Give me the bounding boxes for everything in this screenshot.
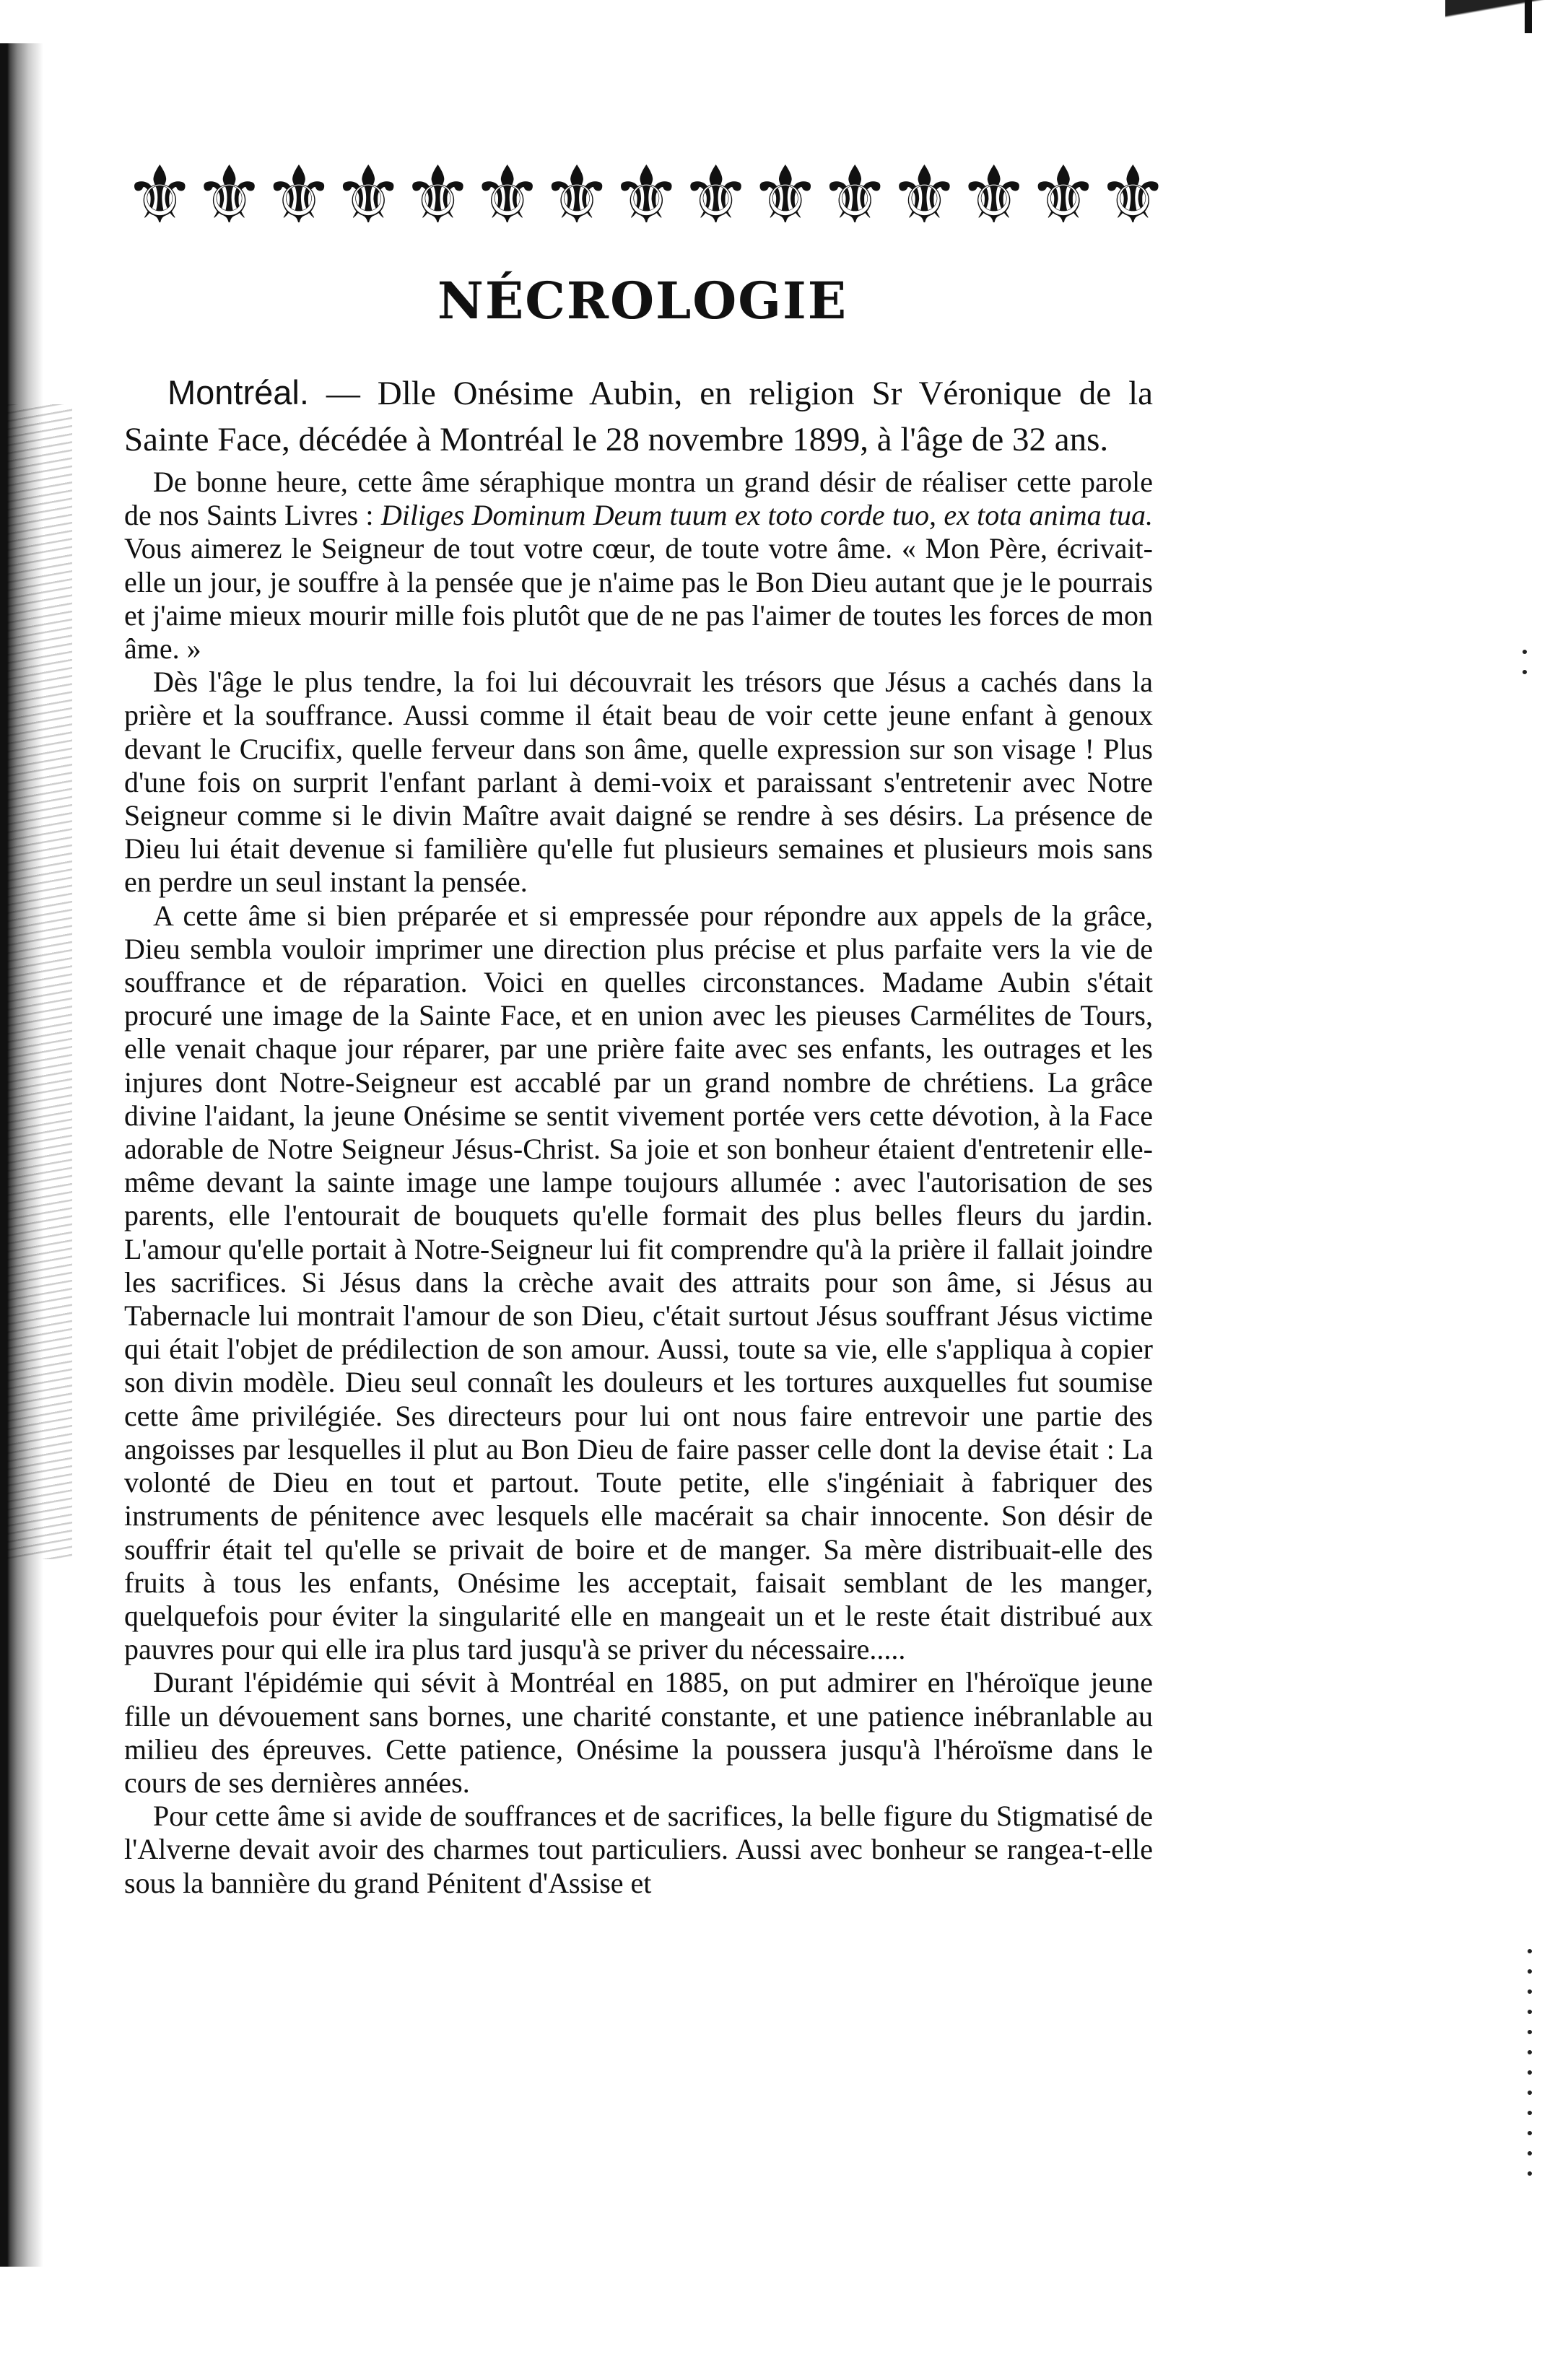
obituary-intro (124, 370, 1153, 463)
margin-specks-lower (1528, 1949, 1533, 2192)
fleur-de-lis-icon: ⚜ (541, 149, 613, 241)
paragraph-4: Durant l'épidémie qui sévit à Montréal en 1885, on put admirer en l'héroïque jeune fille un dévouement sans bornes, une charité constante, et une patience inébranlable au milieu des épreuves. Cette patience, Onésime la poussera jusqu'à l'héroïsme dans le cours de ses dernières années. (124, 1666, 1153, 1799)
fleur-de-lis-icon: ⚜ (1027, 149, 1099, 241)
fleur-de-lis-icon: ⚜ (402, 149, 474, 241)
paragraph-5: Pour cette âme si avide de souffrances et de sacrifices, la belle figure du Stigmatisé de l'Alverne devait avoir des charmes tout particuliers. Aussi avec bonheur se rangea-t-elle sous la bannière du grand Pénitent d'Assise et (124, 1800, 1153, 1899)
latin-quote: Diliges Dominum Deum tuum ex toto corde tuo, ex tota anima tua. (380, 499, 1153, 532)
corner-print-mark (1445, 0, 1554, 33)
fleur-de-lis-icon: ⚜ (958, 149, 1029, 241)
fleur-de-lis-icon: ⚜ (1097, 149, 1169, 241)
fleur-de-lis-icon: ⚜ (889, 149, 960, 241)
paragraph-3: A cette âme si bien préparée et si empressée pour répondre aux appels de la grâce, Dieu sembla vouloir imprimer une direction plus précise et plus parfaite vers la vie de souffrance et de réparation. Voici en quelles circonstances. Madame Aubin s'était procuré une image de la Sainte Face, et en union avec les pieuses Carmélites de Tours, elle venait chaque jour réparer, par une prière faite avec ses enfants, les outrages et les injures dont Notre-Seigneur est accablé par un grand nombre de chrétiens. La grâce divine l'aidant, la jeune Onésime se sentit vivement portée vers cette dévotion, à la Face adorable de Notre Seigneur Jésus-Christ. Sa joie et son bonheur étaient d'entretenir elle-même devant la sainte image une lampe toujours allumée : avec l'autorisation de ses parents, elle l'entourait de bouquets qu'elle formait des plus belles fleurs du jardin. L'amour qu'elle portait à Notre-Seigneur lui fit comprendre qu'à la prière il fallait joindre les sacrifices. Si Jésus dans la crèche avait des attraits pour son âme, si Jésus au Tabernacle lui montrait l'amour de son Dieu, c'était surtout Jésus souffrant Jésus victime qui était l'objet de prédilection de son amour. Aussi, toute sa vie, elle s'appliqua à copier son divin modèle. Dieu seul connaît les douleurs et les tortures auxquelles fut soumise cette âme privilégiée. Ses directeurs pour lui ont nous faire entrevoir une partie des angoisses par lesquelles il plut au Bon Dieu de faire passer celle dont la devise était : La volonté de Dieu en tout et partout. Toute petite, elle s'ingéniait à fabriquer des instruments de pénitence avec lesquels elle macérait sa chair innocente. Son désir de souffrir était tel qu'elle se privait de boire et de manger. Sa mère distribuait-elle des fruits à tous les enfants, Onésime les acceptait, faisait semblant de les manger, quelquefois pour éviter la singularité elle en mangeait un et le reste était distribué aux pauvres pour qui elle ira plus tard jusqu'à se priver du nécessaire..... (124, 899, 1153, 1666)
fleur-de-lis-ornament-band (124, 149, 1169, 241)
place-name: Montréal. (167, 373, 309, 411)
fleur-de-lis-icon: ⚜ (124, 149, 196, 241)
paragraph-1 (124, 466, 1153, 666)
fleur-de-lis-icon: ⚜ (819, 149, 891, 241)
fleur-de-lis-icon: ⚜ (749, 149, 822, 241)
paragraph-1-text-a: De bonne heure, cette âme séraphique montra un grand désir de réaliser cette parole de nos Saints Livres : (124, 466, 1153, 532)
paragraph-1-text-b: Vous aimerez le Seigneur de tout votre cœur, de toute votre âme. « Mon Père, écrivait-elle un jour, je souffre à la pensée que je n'aime pas le Bon Dieu autant que je le pourrais et j'aime mieux mourir mille fois plutôt que de ne pas l'aimer de toutes les forces de mon âme. » (124, 532, 1153, 666)
page-title: NÉCROLOGIE (437, 271, 848, 331)
fleur-de-lis-icon: ⚜ (471, 149, 544, 241)
page-binding-speckle (7, 404, 72, 1559)
intro-text: — Dlle Onésime Aubin, en religion Sr Véronique de la Sainte Face, décédée à Montréal le 28 novembre 1899, à l'âge de 32 ans. (124, 375, 1153, 458)
fleur-de-lis-icon: ⚜ (193, 149, 265, 241)
fleur-de-lis-icon: ⚜ (680, 149, 752, 241)
margin-specks (1523, 650, 1528, 690)
fleur-de-lis-icon: ⚜ (263, 149, 335, 241)
paragraph-2: Dès l'âge le plus tendre, la foi lui découvrait les trésors que Jésus a cachés dans la prière et la souffrance. Aussi comme il était beau de voir cette jeune enfant à genoux devant le Crucifix, quelle ferveur dans son âme, quelle expression sur son visage ! Plus d'une fois on surprit l'enfant parlant à demi-voix et paraissant s'entretenir avec Notre Seigneur comme si le divin Maître avait daigné se rendre à ses désirs. La présence de Dieu lui était devenue si familière qu'elle fut plusieurs semaines et plusieurs mois sans en perdre un seul instant la pensée. (124, 666, 1153, 899)
fleur-de-lis-icon: ⚜ (610, 149, 682, 241)
fleur-de-lis-icon: ⚜ (332, 149, 404, 241)
article-body (124, 370, 1153, 1900)
